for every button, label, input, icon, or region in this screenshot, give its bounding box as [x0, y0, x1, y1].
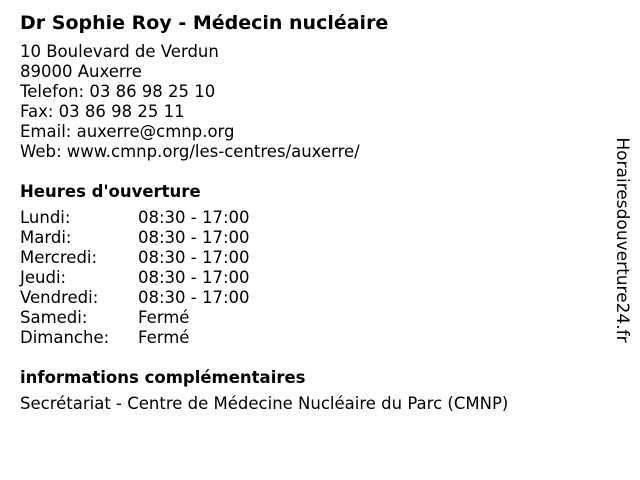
- hours-time: Fermé: [138, 308, 190, 327]
- hours-day: Vendredi:: [20, 288, 99, 307]
- hours-time: Fermé: [138, 328, 190, 347]
- hours-day: Jeudi:: [20, 268, 67, 287]
- hours-time: 08:30 - 17:00: [138, 228, 250, 247]
- hours-day: Mercredi:: [20, 248, 98, 267]
- hours-day: Dimanche:: [20, 328, 110, 347]
- hours-time: 08:30 - 17:00: [138, 288, 250, 307]
- hours-row: [20, 228, 250, 248]
- website-address: Web: www.cmnp.org/les-centres/auxerre/: [20, 142, 360, 161]
- opening-hours-heading: Heures d'ouverture: [20, 182, 201, 201]
- doctor-card: [20, 10, 590, 414]
- hours-row: [20, 248, 250, 268]
- hours-time: 08:30 - 17:00: [138, 268, 250, 287]
- additional-info-heading: informations complémentaires: [20, 368, 306, 387]
- hours-day: Mardi:: [20, 228, 72, 247]
- phone-number: Telefon: 03 86 98 25 10: [20, 82, 216, 101]
- site-watermark: Horairesdouverture24.fr: [612, 137, 632, 343]
- address-block: [20, 42, 590, 162]
- hours-row: [20, 328, 250, 348]
- hours-row: [20, 288, 250, 308]
- address-city: 89000 Auxerre: [20, 62, 142, 81]
- hours-day: Lundi:: [20, 208, 71, 227]
- page-title: Dr Sophie Roy - Médecin nucléaire: [20, 12, 389, 34]
- hours-row: [20, 208, 250, 228]
- address-street: 10 Boulevard de Verdun: [20, 42, 219, 61]
- opening-hours-table: [20, 208, 250, 348]
- hours-time: 08:30 - 17:00: [138, 248, 250, 267]
- hours-row: [20, 268, 250, 288]
- fax-number: Fax: 03 86 98 25 11: [20, 102, 185, 121]
- additional-info-text: Secrétariat - Centre de Médecine Nucléaire du Parc (CMNP): [20, 394, 509, 413]
- hours-row: [20, 308, 250, 328]
- email-address: Email: auxerre@cmnp.org: [20, 122, 235, 141]
- hours-time: 08:30 - 17:00: [138, 208, 250, 227]
- hours-day: Samedi:: [20, 308, 88, 327]
